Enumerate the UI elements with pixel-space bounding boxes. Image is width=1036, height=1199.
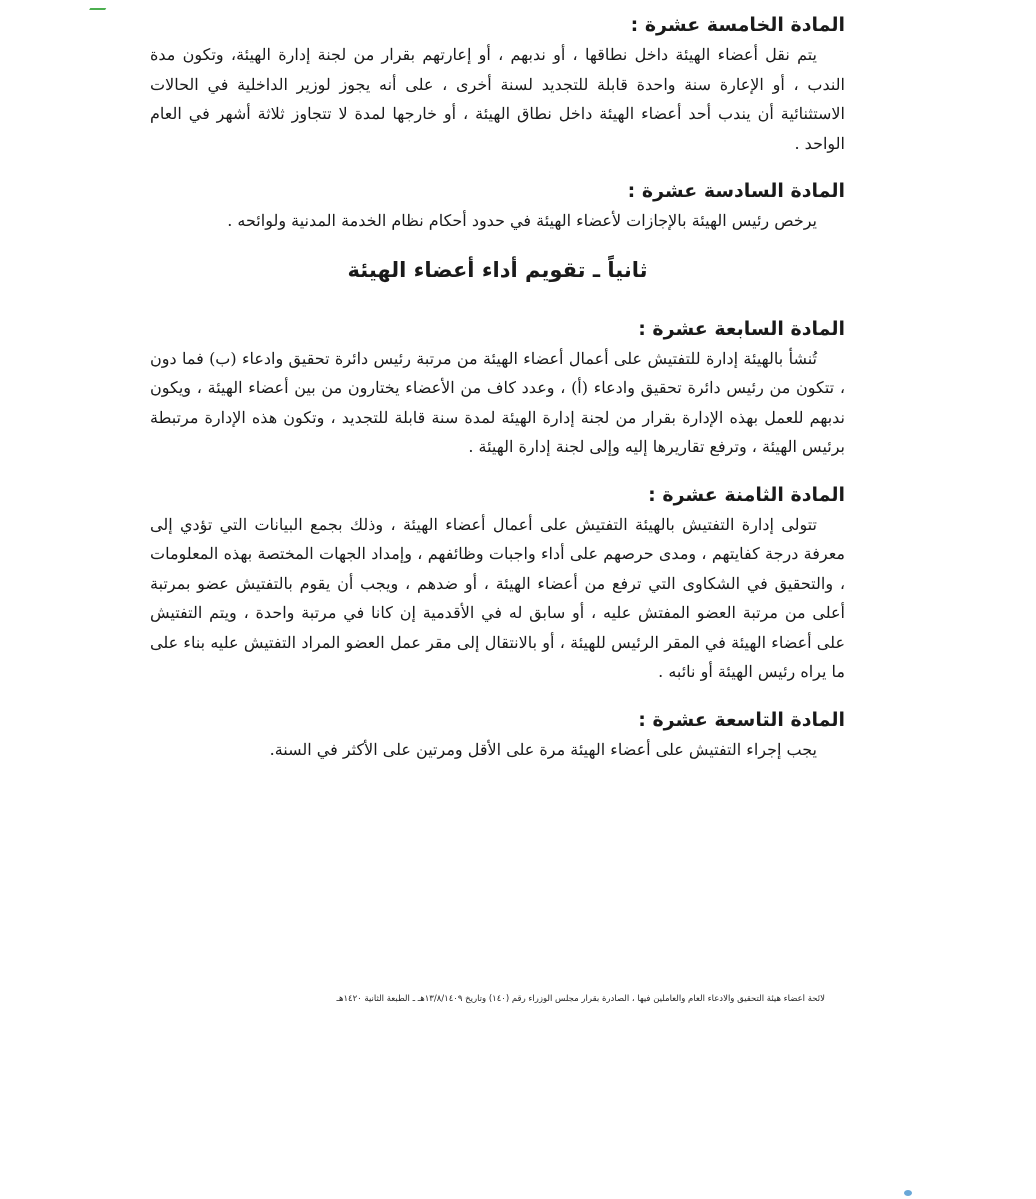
article-body: يتم نقل أعضاء الهيئة داخل نطاقها ، أو ندبهم ، أو إعارتهم بقرار من لجنة إدارة الهيئة، وتكون مدة الندب ، أو الإعارة سنة واحدة قابلة للتجديد لسنة أخرى ، على أنه يجوز لوزير الداخلية في الحالات الاستثنائية أن يندب أحد أعضاء الهيئة داخل نطاق الهيئة ، أو خارجها لمدة لا تتجاوز ثلاثة أشهر في العام الواحد . xyxy=(150,45,845,153)
scan-mark xyxy=(904,1190,912,1196)
section-title: ثانياً ـ تقويم أداء أعضاء الهيئة xyxy=(347,257,648,282)
article-16 xyxy=(150,180,845,236)
article-body: تُنشأ بالهيئة إدارة للتفتيش على أعمال أعضاء الهيئة من مرتبة رئيس دائرة تحقيق وادعاء (ب) فما دون ، تتكون من رئيس دائرة تحقيق وادعاء (أ) ، وعدد كاف من الأعضاء يختارون من بين أعضاء الهيئة ، ويكون ندبهم للعمل بهذه الإدارة بقرار من لجنة إدارة الهيئة لمدة سنة قابلة للتجديد ، وتكون هذه الإدارة مرتبطة برئيس الهيئة ، وترفع تقاريرها إليه وإلى لجنة إدارة الهيئة . xyxy=(150,348,846,456)
footer-note: لائحة أعضاء هيئة التحقيق والادعاء العام والعاملين فيها ، الصادرة بقرار مجلس الوزراء رقم (١٤٠) وتاريخ ١٣/٨/١٤٠٩هـ ـ الطبعة الثانية ١٤٢٠هـ xyxy=(336,994,825,1004)
article-18 xyxy=(150,484,845,687)
article-19 xyxy=(150,709,845,765)
document-page xyxy=(150,14,845,786)
article-heading: المادة الثامنة عشرة : xyxy=(648,483,845,506)
article-body: يجب إجراء التفتيش على أعضاء الهيئة مرة على الأقل ومرتين على الأكثر في السنة. xyxy=(269,739,817,759)
article-heading: المادة الخامسة عشرة : xyxy=(630,14,845,36)
article-heading: المادة السابعة عشرة : xyxy=(638,317,845,340)
article-17 xyxy=(150,318,845,462)
article-body: يرخص رئيس الهيئة بالإجازات لأعضاء الهيئة في حدود أحكام نظام الخدمة المدنية ولوائحه . xyxy=(227,211,817,230)
article-heading: المادة التاسعة عشرة : xyxy=(638,708,845,731)
article-15 xyxy=(150,14,845,158)
article-heading: المادة السادسة عشرة : xyxy=(627,180,845,202)
article-body: تتولى إدارة التفتيش بالهيئة التفتيش على أعمال أعضاء الهيئة ، وذلك بجمع البيانات التي تؤدي إلى معرفة درجة كفايتهم ، ومدى حرصهم على أداء واجبات وظائفهم ، وإمداد الجهات المختصة بهذه المعلومات ، والتحقيق في الشكاوى التي ترفع من أعضاء الهيئة ، أو ضدهم ، ويجب أن يقوم بالتفتيش عضو بمرتبة أعلى من مرتبة العضو المفتش عليه ، أو سابق له في الأقدمية إن كانا في مرتبة واحدة ، ويتم التفتيش على أعضاء الهيئة في المقر الرئيس للهيئة ، أو بالانتقال إلى مقر عمل العضو المراد التفتيش عليه بناء على ما يراه رئيس الهيئة أو نائبه . xyxy=(150,514,846,681)
corner-mark xyxy=(89,0,111,10)
